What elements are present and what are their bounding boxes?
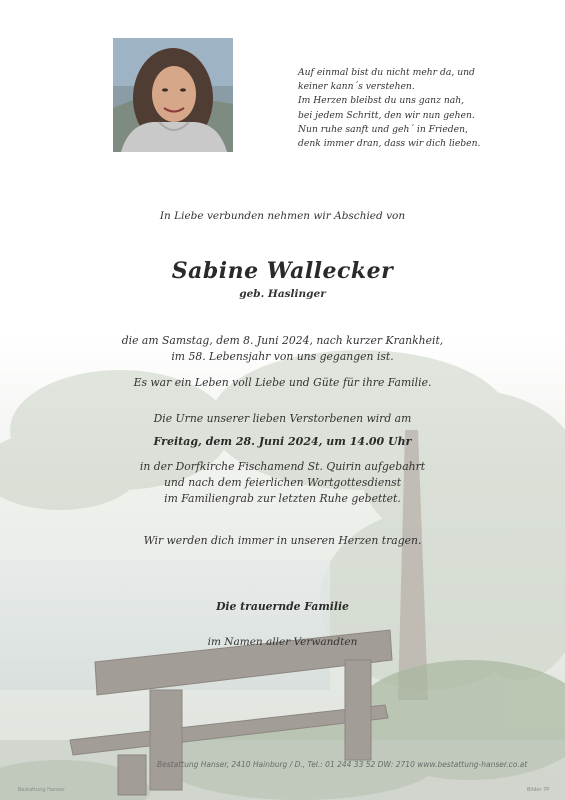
corner-label-left: Bestattung Hanser	[18, 787, 65, 793]
portrait-photo	[113, 38, 233, 152]
relatives-line: im Namen aller Verwandten	[207, 636, 358, 648]
ceremony-detail-line: in der Dorfkirche Fischamend St. Quirin aufgebahrt	[139, 460, 426, 473]
life-line: Es war ein Leben voll Liebe und Güte für ihre Familie.	[133, 376, 432, 389]
death-notice-line: die am Samstag, dem 8. Juni 2024, nach kurzer Krankheit,	[121, 334, 444, 347]
intro-text: In Liebe verbunden nehmen wir Abschied von	[159, 210, 406, 222]
corner-label-right: Bilder 7P	[527, 787, 550, 793]
family-signature: Die trauernde Familie	[216, 600, 349, 613]
ceremony-detail-line: und nach dem feierlichen Wortgottesdienst	[163, 476, 402, 489]
memory-line: Wir werden dich immer in unseren Herzen tragen.	[143, 534, 422, 547]
poem-line: Auf einmal bist du nicht mehr da, und	[298, 67, 475, 78]
death-notice-line: im 58. Lebensjahr von uns gegangen ist.	[171, 350, 394, 363]
poem-line: denk immer dran, dass wir dich lieben.	[298, 138, 481, 150]
poem-line: keiner kann´s verstehen.	[298, 81, 415, 93]
poem	[298, 66, 528, 151]
ceremony-details	[0, 459, 565, 507]
funeral-home-footer: Bestattung Hanser, 2410 Hainburg / D., Tel.: 01 244 33 52 DW: 2710 www.bestattung-hanser.co.at	[157, 760, 528, 769]
maiden-name: geb. Haslinger	[239, 288, 326, 300]
death-notice	[0, 333, 565, 365]
poem-line: Nun ruhe sanft und geh´ in Frieden,	[298, 123, 468, 135]
poem-line: bei jedem Schritt, den wir nun gehen.	[298, 109, 475, 121]
deceased-name: Sabine Wallecker	[171, 258, 394, 284]
poem-line: Im Herzen bleibst du uns ganz nah,	[298, 95, 465, 107]
ceremony-detail-line: im Familiengrab zur letzten Ruhe gebettet.	[164, 492, 401, 505]
urn-line: Die Urne unserer lieben Verstorbenen wird am	[153, 412, 412, 425]
ceremony-date: Freitag, dem 28. Juni 2024, um 14.00 Uhr	[153, 435, 412, 448]
